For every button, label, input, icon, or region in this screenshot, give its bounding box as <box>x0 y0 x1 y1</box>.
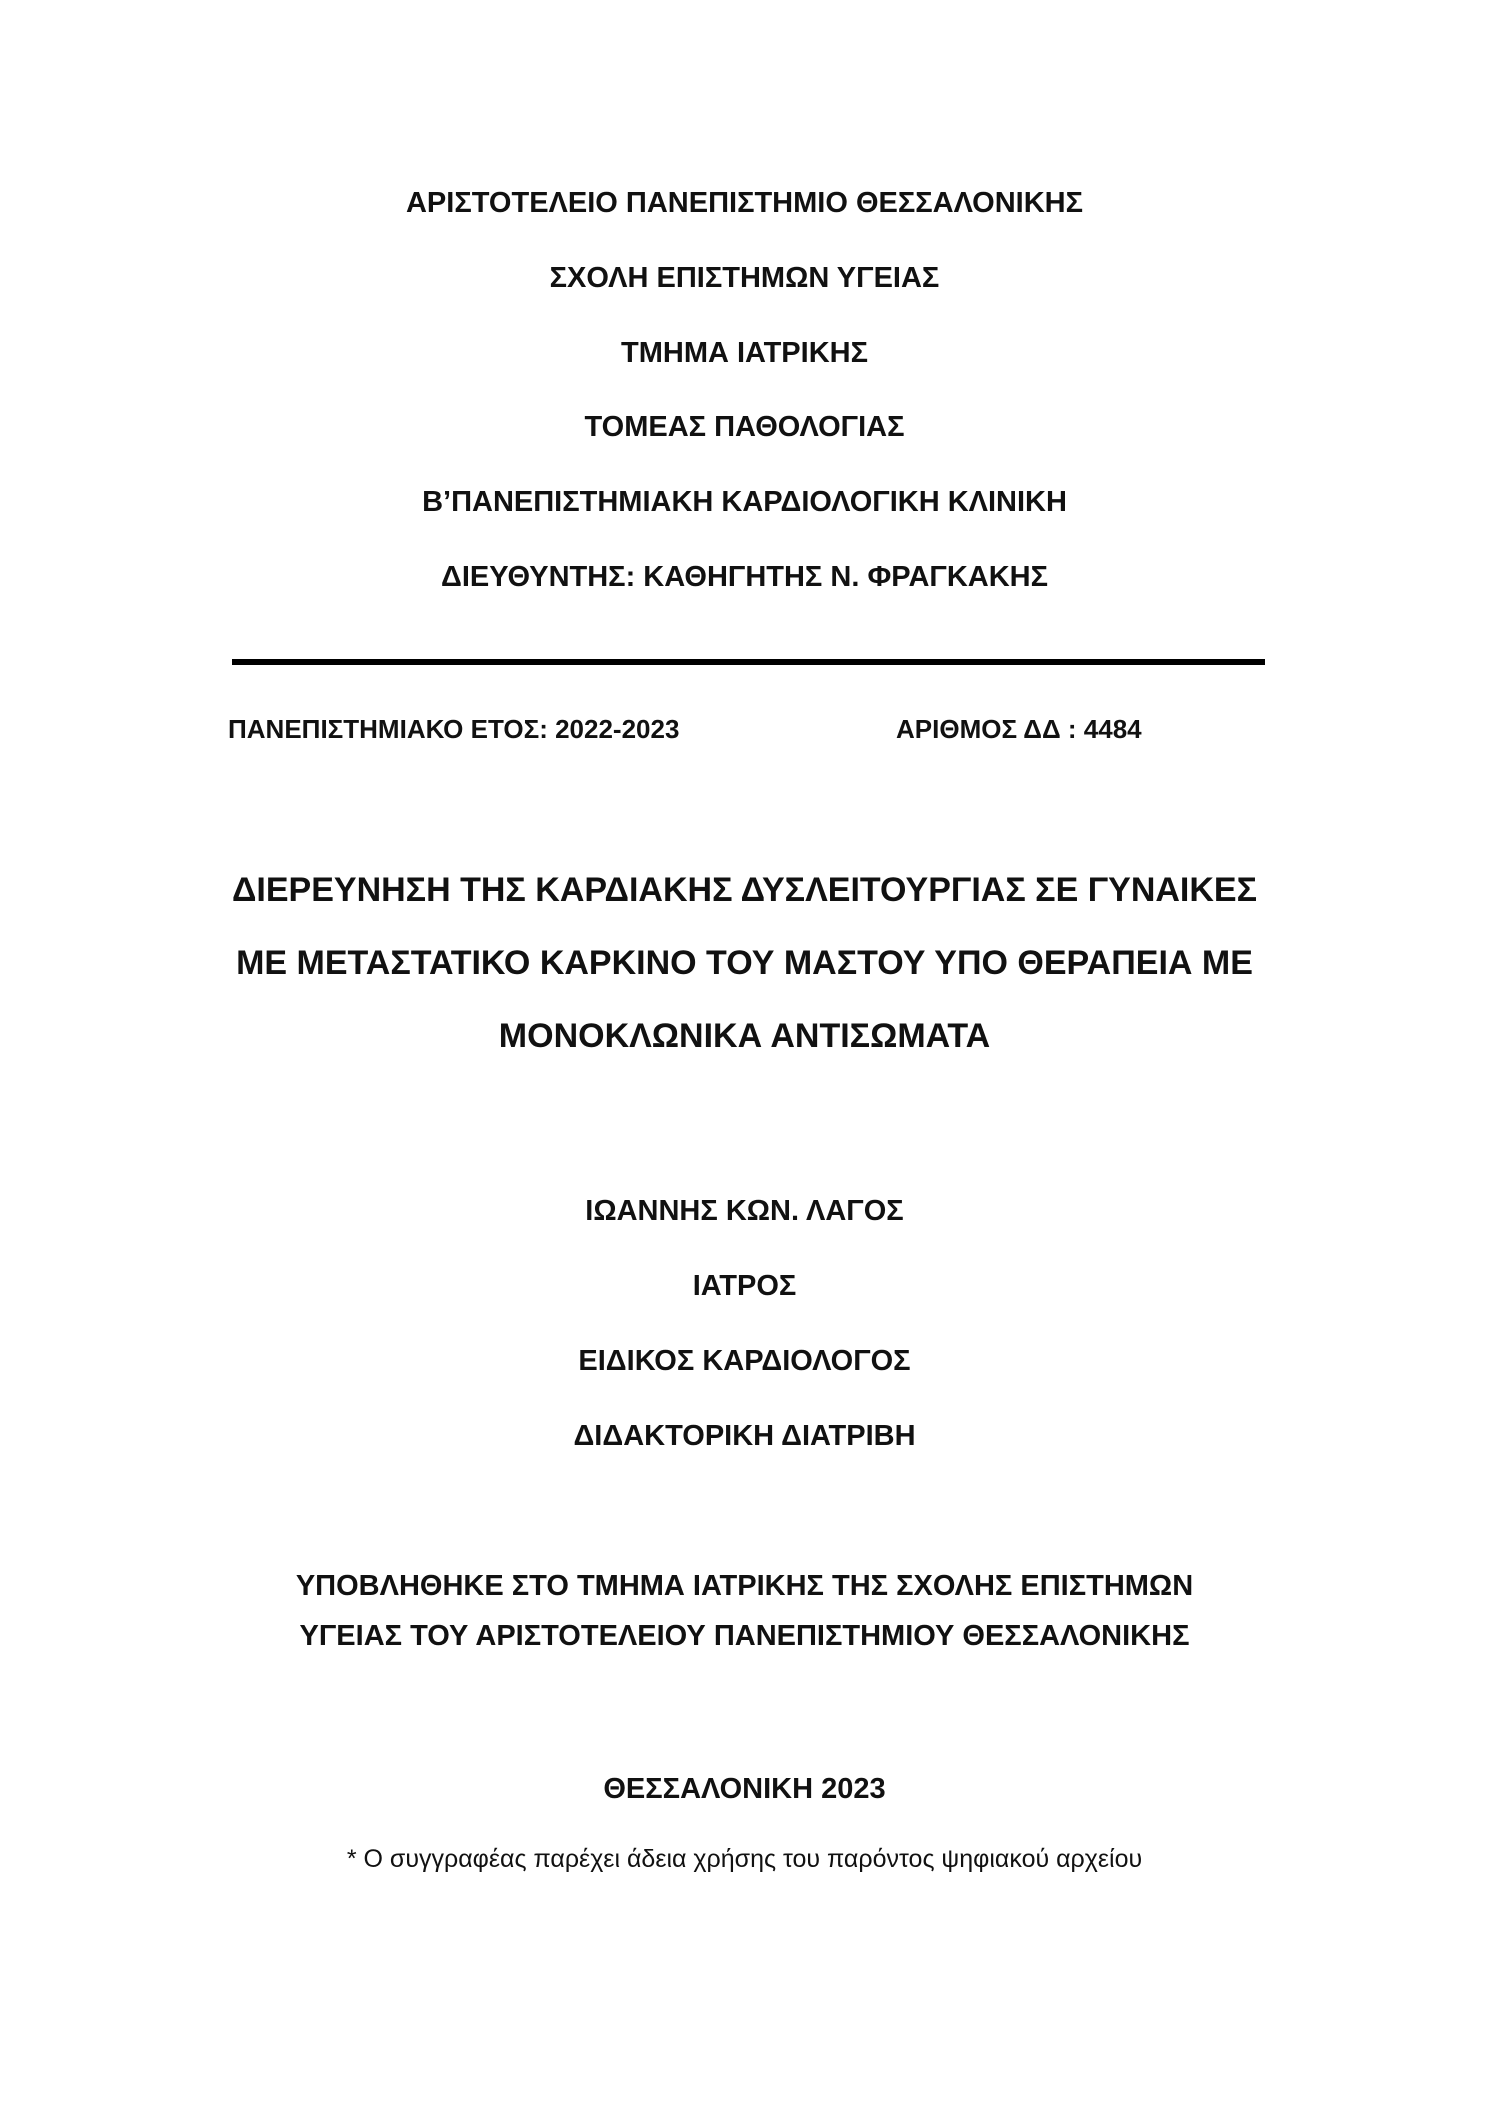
university-name: ΑΡΙΣΤΟΤΕΛΕΙΟ ΠΑΝΕΠΙΣΤΗΜΙΟ ΘΕΣΣΑΛΟΝΙΚΗΣ <box>405 187 1084 219</box>
title-line-1: ΔΙΕΡΕΥΝΗΣΗ ΤΗΣ ΚΑΡΔΙΑΚΗΣ ΔΥΣΛΕΙΤΟΥΡΓΙΑΣ ΣΕ ΓΥΝΑΙΚΕΣ <box>231 871 1258 909</box>
author-specialty: ΕΙΔΙΚΟΣ ΚΑΡΔΙΟΛΟΓΟΣ <box>578 1345 911 1377</box>
director-line: ΔΙΕΥΘΥΝΤΗΣ: ΚΑΘΗΓΗΤΗΣ Ν. ΦΡΑΓΚΑΚΗΣ <box>441 561 1048 593</box>
place-year: ΘΕΣΣΑΛΟΝΙΚΗ 2023 <box>603 1773 886 1805</box>
clinic-name: Β’ΠΑΝΕΠΙΣΤΗΜΙΑΚΗ ΚΑΡΔΙΟΛΟΓΙΚΗ ΚΛΙΝΙΚΗ <box>422 486 1067 518</box>
header-divider <box>232 659 1265 665</box>
sector-name: ΤΟΜΕΑΣ ΠΑΘΟΛΟΓΙΑΣ <box>584 411 905 443</box>
school-name: ΣΧΟΛΗ ΕΠΙΣΤΗΜΩΝ ΥΓΕΙΑΣ <box>549 262 940 294</box>
dd-number: ΑΡΙΘΜΟΣ ΔΔ : 4484 <box>896 714 1142 744</box>
author-profession: ΙΑΤΡΟΣ <box>692 1270 797 1302</box>
document-type: ΔΙΔΑΚΤΟΡΙΚΗ ΔΙΑΤΡΙΒΗ <box>573 1420 916 1452</box>
academic-year: ΠΑΝΕΠΙΣΤΗΜΙΑΚΟ ΕΤΟΣ: 2022-2023 <box>228 714 680 744</box>
title-line-3: ΜΟΝΟΚΛΩΝΙΚΑ ΑΝΤΙΣΩΜΑΤΑ <box>498 1017 991 1055</box>
department-name: ΤΜΗΜΑ ΙΑΤΡΙΚΗΣ <box>621 337 868 369</box>
title-line-2: ΜΕ ΜΕΤΑΣΤΑΤΙΚΟ ΚΑΡΚΙΝΟ ΤΟΥ ΜΑΣΤΟΥ ΥΠΟ ΘΕΡΑΠΕΙΑ ΜΕ <box>236 944 1253 982</box>
author-name: ΙΩΑΝΝΗΣ ΚΩΝ. ΛΑΓΟΣ <box>585 1195 904 1227</box>
submission-line-2: ΥΓΕΙΑΣ ΤΟΥ ΑΡΙΣΤΟΤΕΛΕΙΟΥ ΠΑΝΕΠΙΣΤΗΜΙΟΥ ΘΕΣΣΑΛΟΝΙΚΗΣ <box>299 1620 1190 1652</box>
submission-line-1: ΥΠΟΒΛΗΘΗΚΕ ΣΤΟ ΤΜΗΜΑ ΙΑΤΡΙΚΗΣ ΤΗΣ ΣΧΟΛΗΣ ΕΠΙΣΤΗΜΩΝ <box>295 1570 1194 1602</box>
license-note: * Ο συγγραφέας παρέχει άδεια χρήσης του παρόντος ψηφιακού αρχείου <box>346 1845 1143 1873</box>
